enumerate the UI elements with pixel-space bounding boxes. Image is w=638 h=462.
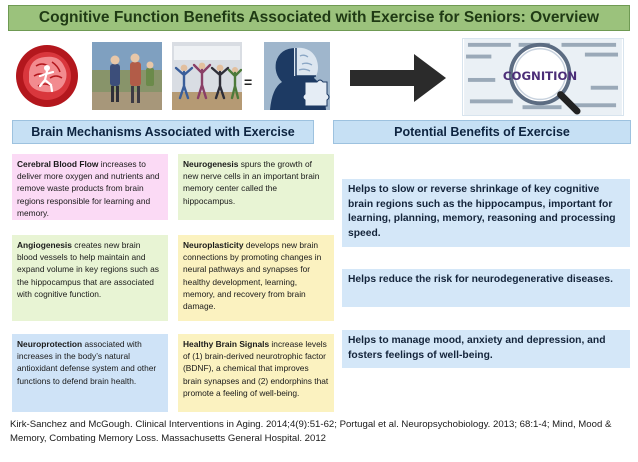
citation-text: Kirk-Sanchez and McGough. Clinical Interventions in Aging. 2014;4(9):51-62; Portugal et al. Neuropsychobiology. 2013; 68:1-4; Mind, Mood & Memory, Combating Memory Loss. Massachusetts General Hospital. 2012 — [10, 419, 612, 444]
exercise-class-icon — [172, 42, 242, 110]
mechanisms-header: Brain Mechanisms Associated with Exercise — [12, 120, 314, 144]
page-title: Cognitive Function Benefits Associated with Exercise for Seniors: Overview — [8, 5, 630, 31]
mechanism-neuroplasticity — [178, 235, 334, 321]
mechanism-text: creates new brain blood vessels to help maintain and expand volume in key regions such as the hippocampus that are associated with cognitive function. — [17, 240, 159, 299]
cognition-word: COGNITION — [502, 68, 578, 83]
mechanism-text: associated with increases in the body’s natural antioxidant defense system and other functions to defend brain health. — [17, 339, 157, 386]
cognition-magnifier-icon — [462, 38, 624, 116]
benefit-brain-shrinkage: Helps to slow or reverse shrinkage of key cognitive brain regions such as the hippocampus, important for learning, planning, memory, reasoning and processing speed. — [342, 179, 630, 247]
mechanism-healthy-brain-signals — [178, 334, 334, 412]
brain-puzzle-icon — [264, 42, 330, 110]
mechanism-text: develops new brain connections by promoting changes in neural pathways and synapses for healthy development, learning, memory, and recovery from brain damage. — [183, 240, 322, 312]
brain-runner-icon — [12, 42, 82, 110]
mechanism-term: Cerebral Blood Flow — [17, 159, 99, 169]
mechanism-term: Neurogenesis — [183, 159, 239, 169]
mechanism-term: Angiogenesis — [17, 240, 72, 250]
benefits-header: Potential Benefits of Exercise — [333, 120, 631, 144]
mechanism-neuroprotection — [12, 334, 168, 412]
equals-sign: = — [244, 74, 253, 90]
benefit-mood-well-being: Helps to manage mood, anxiety and depression, and fosters feelings of well-being. — [342, 330, 630, 368]
walking-seniors-icon — [92, 42, 162, 110]
mechanism-angiogenesis — [12, 235, 168, 321]
right-arrow-icon — [348, 50, 448, 106]
mechanism-neurogenesis — [178, 154, 334, 220]
mechanism-text: increase levels of (1) brain-derived neurotrophic factor (BDNF), a chemical that improves brain synapses and (2) endorphins that promote a feeling of well-being. — [183, 339, 329, 398]
mechanism-cerebral-blood-flow — [12, 154, 168, 220]
mechanism-term: Neuroprotection — [17, 339, 83, 349]
mechanism-text: spurs the growth of new nerve cells in an important brain memory center called the hippocampus. — [183, 159, 320, 206]
mechanism-term: Neuroplasticity — [183, 240, 244, 250]
mechanism-text: increases to deliver more oxygen and nutrients and remove waste products from brain regions responsible for learning and memory. — [17, 159, 160, 218]
mechanism-term: Healthy Brain Signals — [183, 339, 270, 349]
benefit-neurodegenerative-risk: Helps reduce the risk for neurodegenerative diseases. — [342, 269, 630, 307]
